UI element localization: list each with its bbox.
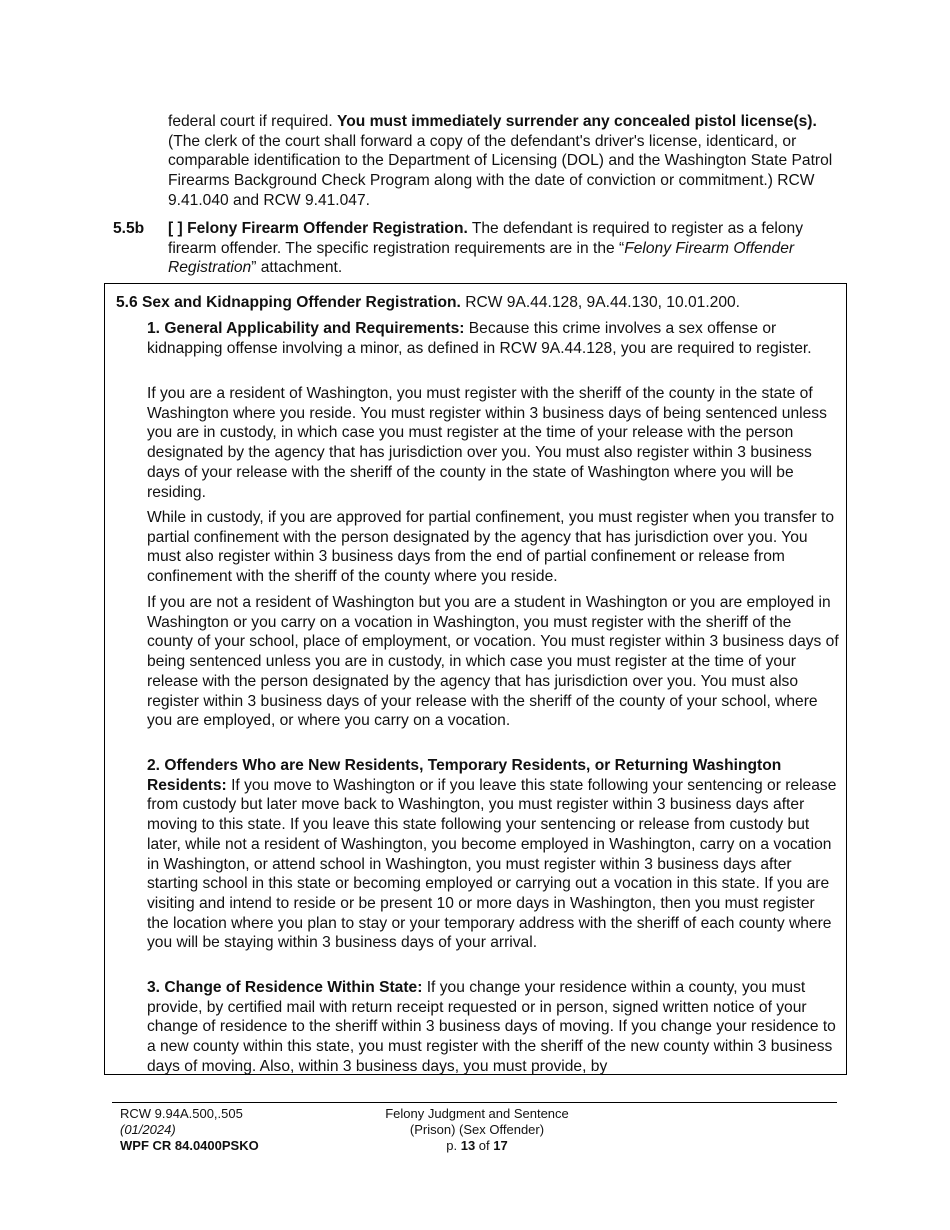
continuation-text-2: (The clerk of the court shall forward a copy of the defendant's driver's license, identicard, or comparable identification to the Department of Licensing (DOL) and the Washington State Patrol Firearms Background Check Program along with the date of conviction or commitment.) RCW 9.41.040 and RCW 9.41.047. [168, 132, 833, 209]
nonresident-registration-paragraph: If you are not a resident of Washington but you are a student in Washington or you are employed in Washington or you carry on a vocation in Washington, you must register with the sheriff of the county of your school, place of employment, or vocation. You must register within 3 business days of being sentenced unless you are in custody, in which case you must register at the time of your release with the person designated by the agency that has jurisdiction over you. You must also register within 3 business days of your release with the sheriff of the county of your school, where you are employed, or where you carry on a vocation. [147, 594, 839, 730]
continuation-paragraph [168, 112, 833, 211]
section-5-5b-text-1: The defendant is required to register as a felony firearm offender. The specific registration requirements are in the “ [168, 220, 803, 257]
footer-rcw: RCW 9.94A.500,.505 [120, 1106, 243, 1121]
new-residents-text: If you move to Washington or if you leave this state following your sentencing or release from custody but later move back to Washington, you must register within 3 business days after moving to this state. If you leave this state following your sentencing or release from custody but later, while not a resident of Washington, you become employed in Washington, carry on a vocation in Washington, or attend school in Washington, you must register within 3 business days after starting school in this state or becoming employed or carrying out a vocation in this state. If you are visiting and intend to reside or be present 10 or more days in Washington, then you must register the location where you plan to stay or your temporary address with the sheriff of each county where you will be staying within 3 business days of your arrival. [147, 776, 837, 952]
section-5-5b-checkbox: [ ] [168, 220, 183, 237]
footer-left [120, 1106, 259, 1154]
footer-form-id: WPF CR 84.0400PSKO [120, 1138, 259, 1153]
general-applicability-paragraph [147, 319, 839, 358]
change-of-residence-title: 3. Change of Residence Within State: [147, 979, 423, 996]
section-5-5b-text-2: ” attachment. [251, 259, 343, 277]
change-of-residence-paragraph [147, 978, 839, 1077]
footer-title-line-2: (Prison) (Sex Offender) [409, 1122, 545, 1137]
footer-center [360, 1106, 594, 1154]
surrender-license-notice: You must immediately surrender any concealed pistol license(s). [337, 113, 817, 130]
section-5-6-number: 5.6 [116, 294, 138, 311]
general-applicability-title: 1. General Applicability and Requirements: [147, 320, 465, 337]
section-5-5b-title: Felony Firearm Offender Registration. [187, 220, 468, 237]
footer-page-number: p. 13 of 17 [446, 1138, 508, 1153]
resident-registration-paragraph: If you are a resident of Washington, you must register with the sheriff of the county in the state of Washington where you reside. You must register within 3 business days of being sentenced unless you are in custody, in which case you must register at the time of your release with the person designated by the agency that has jurisdiction over you. You must also register within 3 business days of your release with the sheriff of the county in the state of Washington where you will be residing. [147, 385, 827, 501]
section-5-5b-body [168, 219, 833, 278]
custody-registration-paragraph: While in custody, if you are approved for partial confinement, you must register when you transfer to partial confinement with the person designated by the agency that has jurisdiction over you. You must also register within 3 business days from the end of partial confinement or release from confinement with the sheriff of the county where you reside. [147, 509, 835, 586]
footer-page-total: 17 [493, 1138, 508, 1153]
new-residents-title: 2. Offenders Who are New Residents, Temporary Residents, or Returning Washington Residents: [147, 757, 782, 794]
footer-page-current: 13 [460, 1138, 476, 1153]
change-of-residence-text: If you change your residence within a county, you must provide, by certified mail with return receipt requested or in person, signed written notice of your change of residence to the sheriff within 3 business days of moving. If you change your residence to a new county within this state, you must register with the sheriff of the new county within 3 business days of moving. Also, within 3 business days, you must provide, by [147, 979, 836, 1075]
footer-revision: (01/2024) [120, 1122, 176, 1137]
section-5-5b-attachment-name: Felony Firearm Offender Registration [168, 239, 795, 277]
section-5-6-title: Sex and Kidnapping Offender Registration. [142, 294, 461, 311]
continuation-text-1: federal court if required. [168, 113, 338, 130]
section-5-6-heading [116, 293, 836, 313]
footer-divider [112, 1102, 837, 1103]
footer-title-line-1: Felony Judgment and Sentence [385, 1106, 569, 1121]
general-applicability-text: Because this crime involves a sex offense or kidnapping offense involving a minor, as defined in RCW 9A.44.128, you are required to register. [147, 320, 812, 357]
section-5-6-citation: RCW 9A.44.128, 9A.44.130, 10.01.200. [460, 294, 741, 311]
new-residents-paragraph [147, 756, 839, 953]
section-5-5b-number: 5.5b [113, 220, 145, 237]
